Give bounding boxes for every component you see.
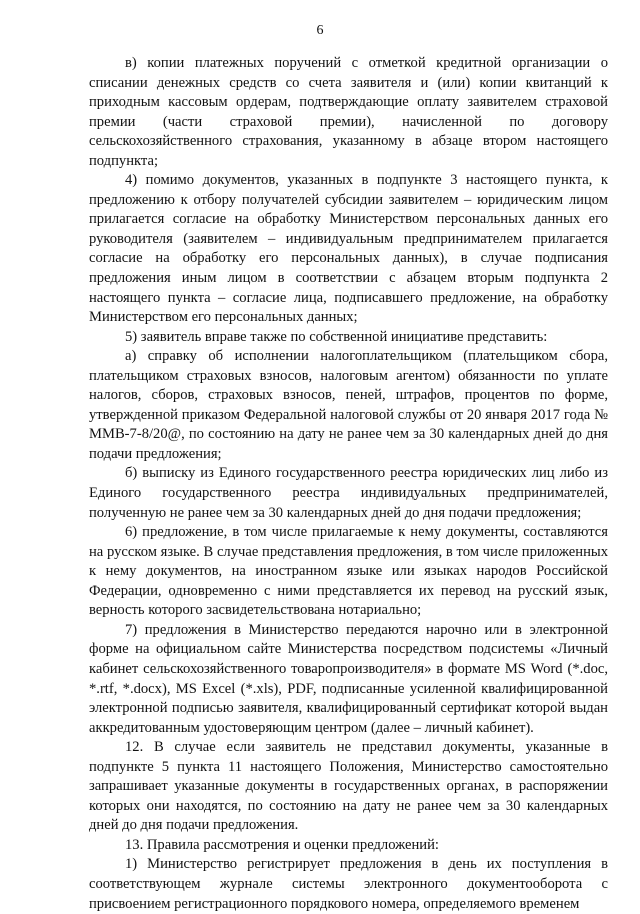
page-number: 6 — [316, 23, 324, 38]
paragraph-13-review-rules: 13. Правила рассмотрения и оценки предложений: — [125, 836, 439, 853]
paragraph-5a-tax-certificate: а) справку об исполнении налогоплательщиком (плательщиком сбора, плательщиком страховых взносов, налоговым агентом) обязанности по уплате налогов, сборов, страховых взносов, пеней, штрафов, процентов по форме, утвержденной приказом Федеральной налоговой службы от 20 января 2017 года № ММВ-7-8/20@, по состоянию на дату не ранее чем за 30 календарных дней до дня подачи предложения; — [89, 348, 608, 462]
paragraph-7-submission-format: 7) предложения в Министерство передаются нарочно или в электронной форме на официальном сайте Министерства посредством подсистемы «Личный кабинет сельскохозяйственного товаропроизводителя» в формате MS Word (*.doc, *.rtf, *.docx), MS Excel (*.xls), PDF, подписанные усиленной квалифицированной электронной подписью заявителя, квалифицированный сертификат которой выдан аккредитованным удостоверяющим центром (далее – личный кабинет). — [89, 621, 608, 736]
paragraph-5b-registry-extract: б) выписку из Единого государственного реестра юридических лиц либо из Единого государственного реестра индивидуальных предпринимателей, полученную не ранее чем за 30 календарных дней до дня подачи предложения; — [89, 465, 608, 521]
document-body — [89, 54, 608, 914]
paragraph-6-russian-language: 6) предложение, в том числе прилагаемые к нему документы, составляются на русском языке. В случае представления предложения, в том числе приложенных к нему документов, на иностранном языке или языках народов Российской Федерации, одновременно с ними представляется их перевод на русский язык, верность которого засвидетельствована нотариально; — [89, 524, 608, 619]
paragraph-13-1-registration: 1) Министерство регистрирует предложения в день их поступления в соответствующем журнале системы электронного документооборота с присвоением регистрационного порядкового номера, определяемого временем — [89, 856, 608, 912]
paragraph-3v-payment-orders: в) копии платежных поручений с отметкой кредитной организации о списании денежных средств со счета заявителя и (или) копии квитанций к приходным кассовым ордерам, подтверждающие оплату заявителем страховой премии (части страховой премии), начисленной по договору сельскохозяйственного страхования, указанному в абзаце втором настоящего подпункта; — [89, 55, 608, 169]
paragraph-12-ministry-requests: 12. В случае если заявитель не представил документы, указанные в подпункте 5 пункта 11 настоящего Положения, Министерство самостоятельно запрашивает указанные документы в государственных органах, в распоряжении которых они находятся, по состоянию на дату не ранее чем за 30 календарных дней до дня подачи предложения. — [89, 739, 608, 834]
paragraph-5-optional-documents: 5) заявитель вправе также по собственной инициативе представить: — [125, 328, 548, 345]
paragraph-4-consent-personal-data: 4) помимо документов, указанных в подпункте 3 настоящего пункта, к предложению к отбору получателей субсидии заявителем – юридическим лицом прилагается согласие на обработку Министерством персональных данных его руководителя (заявителем – индивидуальным предпринимателем прилагается согласие на обработку его персональных данных), в случае подписания предложения иным лицом в соответствии с абзацем вторым подпункта 2 настоящего пункта – согласие лица, подписавшего предложение, на обработку Министерством его персональных данных; — [89, 172, 608, 326]
